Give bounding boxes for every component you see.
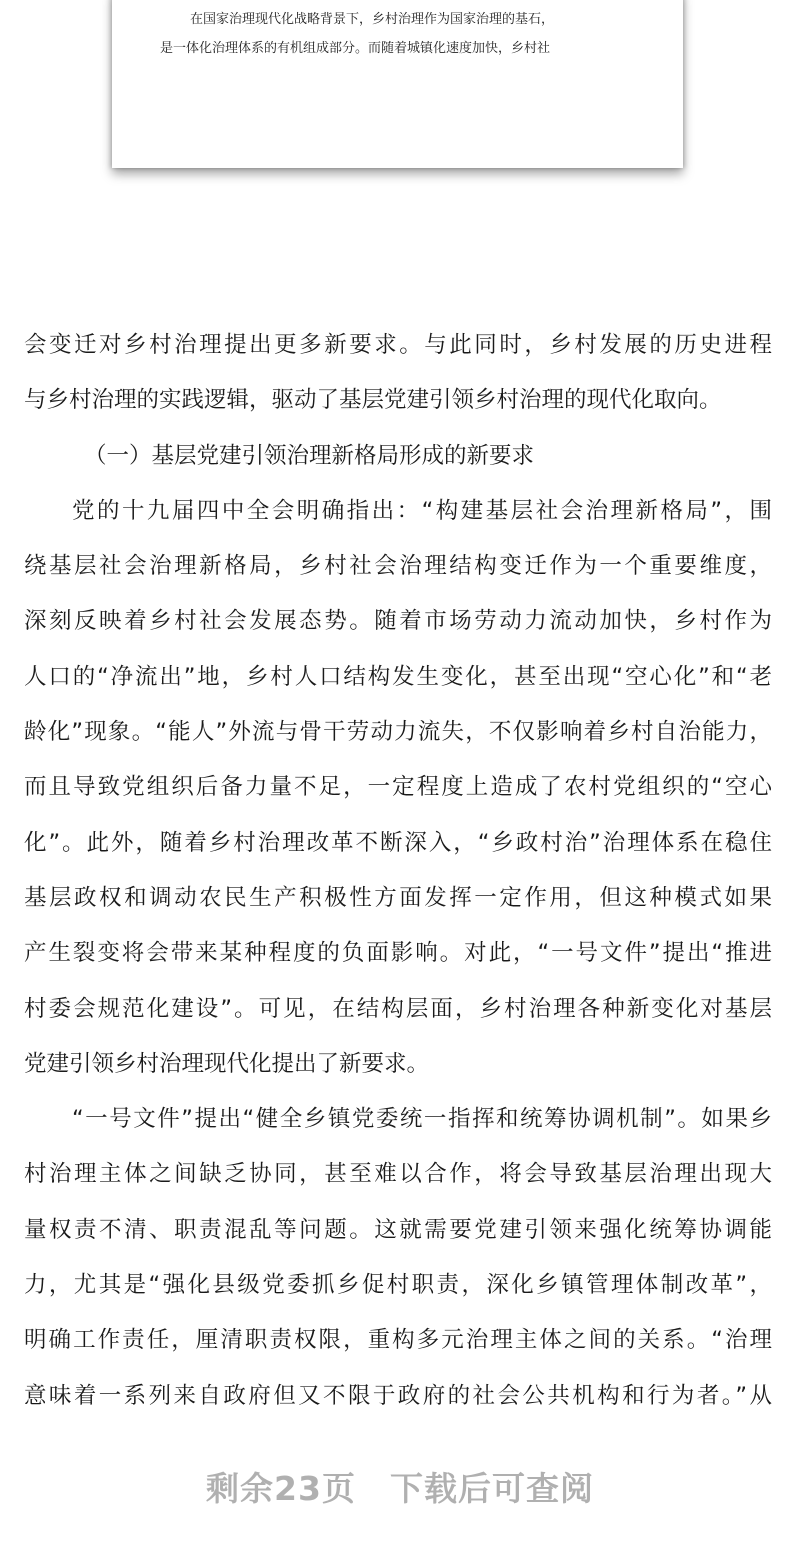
paragraph-line: 产生裂变将会带来某种程度的负面影响。对此，“一号文件”提出“推进 — [24, 940, 772, 967]
paragraph-line: 人口的“净流出”地，乡村人口结构发生变化，甚至出现“空心化”和“老 — [24, 663, 772, 690]
remaining-pages-label: 剩余23页 — [206, 1469, 356, 1508]
download-prompt[interactable] — [0, 1463, 800, 1510]
preview-line: 是一体化治理体系的有机组成部分。而随着城镇化速度加快，乡村社 — [160, 41, 551, 56]
paragraph-line: 绕基层社会治理新格局，乡村社会治理结构变迁作为一个重要维度， — [24, 553, 772, 580]
paragraph-line: 意味着一系列来自政府但又不限于政府的社会公共机构和行为者。”从 — [24, 1382, 772, 1409]
preview-line: 在国家治理现代化战略背景下，乡村治理作为国家治理的基石， — [190, 12, 555, 27]
paragraph-line: 党的十九届四中全会明确指出：“构建基层社会治理新格局”，围 — [72, 497, 772, 524]
paragraph-line: 而且导致党组织后备力量不足，一定程度上造成了农村党组织的“空心 — [24, 774, 772, 801]
paragraph-line: 明确工作责任，厘清职责权限，重构多元治理主体之间的关系。“治理 — [24, 1327, 772, 1354]
paragraph-line: 深刻反映着乡村社会发展态势。随着市场劳动力流动加快，乡村作为 — [24, 608, 772, 635]
preview-page-card — [112, 0, 683, 168]
paragraph-line: 化”。此外，随着乡村治理改革不断深入，“乡政村治”治理体系在稳住 — [24, 829, 772, 856]
paragraph-line: 力，尤其是“强化县级党委抓乡促村职责，深化乡镇管理体制改革”， — [24, 1272, 772, 1299]
paragraph-line: 村治理主体之间缺乏协同，甚至难以合作，将会导致基层治理出现大 — [24, 1161, 772, 1188]
paragraph-line: 与乡村治理的实践逻辑，驱动了基层党建引领乡村治理的现代化取向。 — [24, 387, 722, 414]
section-heading: （一）基层党建引领治理新格局形成的新要求 — [84, 442, 535, 469]
paragraph-line: “一号文件”提出“健全乡镇党委统一指挥和统筹协调机制”。如果乡 — [72, 1106, 772, 1133]
download-to-view-label[interactable]: 下载后可查阅 — [389, 1469, 594, 1508]
paragraph-line: 会变迁对乡村治理提出更多新要求。与此同时，乡村发展的历史进程 — [24, 332, 772, 358]
paragraph-line: 基层政权和调动农民生产积极性方面发挥一定作用，但这种模式如果 — [24, 884, 772, 911]
paragraph-line: 村委会规范化建设”。可见，在结构层面，乡村治理各种新变化对基层 — [24, 995, 772, 1022]
paragraph-line: 量权责不清、职责混乱等问题。这就需要党建引领来强化统筹协调能 — [24, 1216, 772, 1243]
paragraph-line: 龄化”现象。“能人”外流与骨干劳动力流失，不仅影响着乡村自治能力， — [24, 719, 772, 746]
document-body — [24, 327, 772, 1433]
paragraph-line: 党建引领乡村治理现代化提出了新要求。 — [24, 1050, 430, 1077]
